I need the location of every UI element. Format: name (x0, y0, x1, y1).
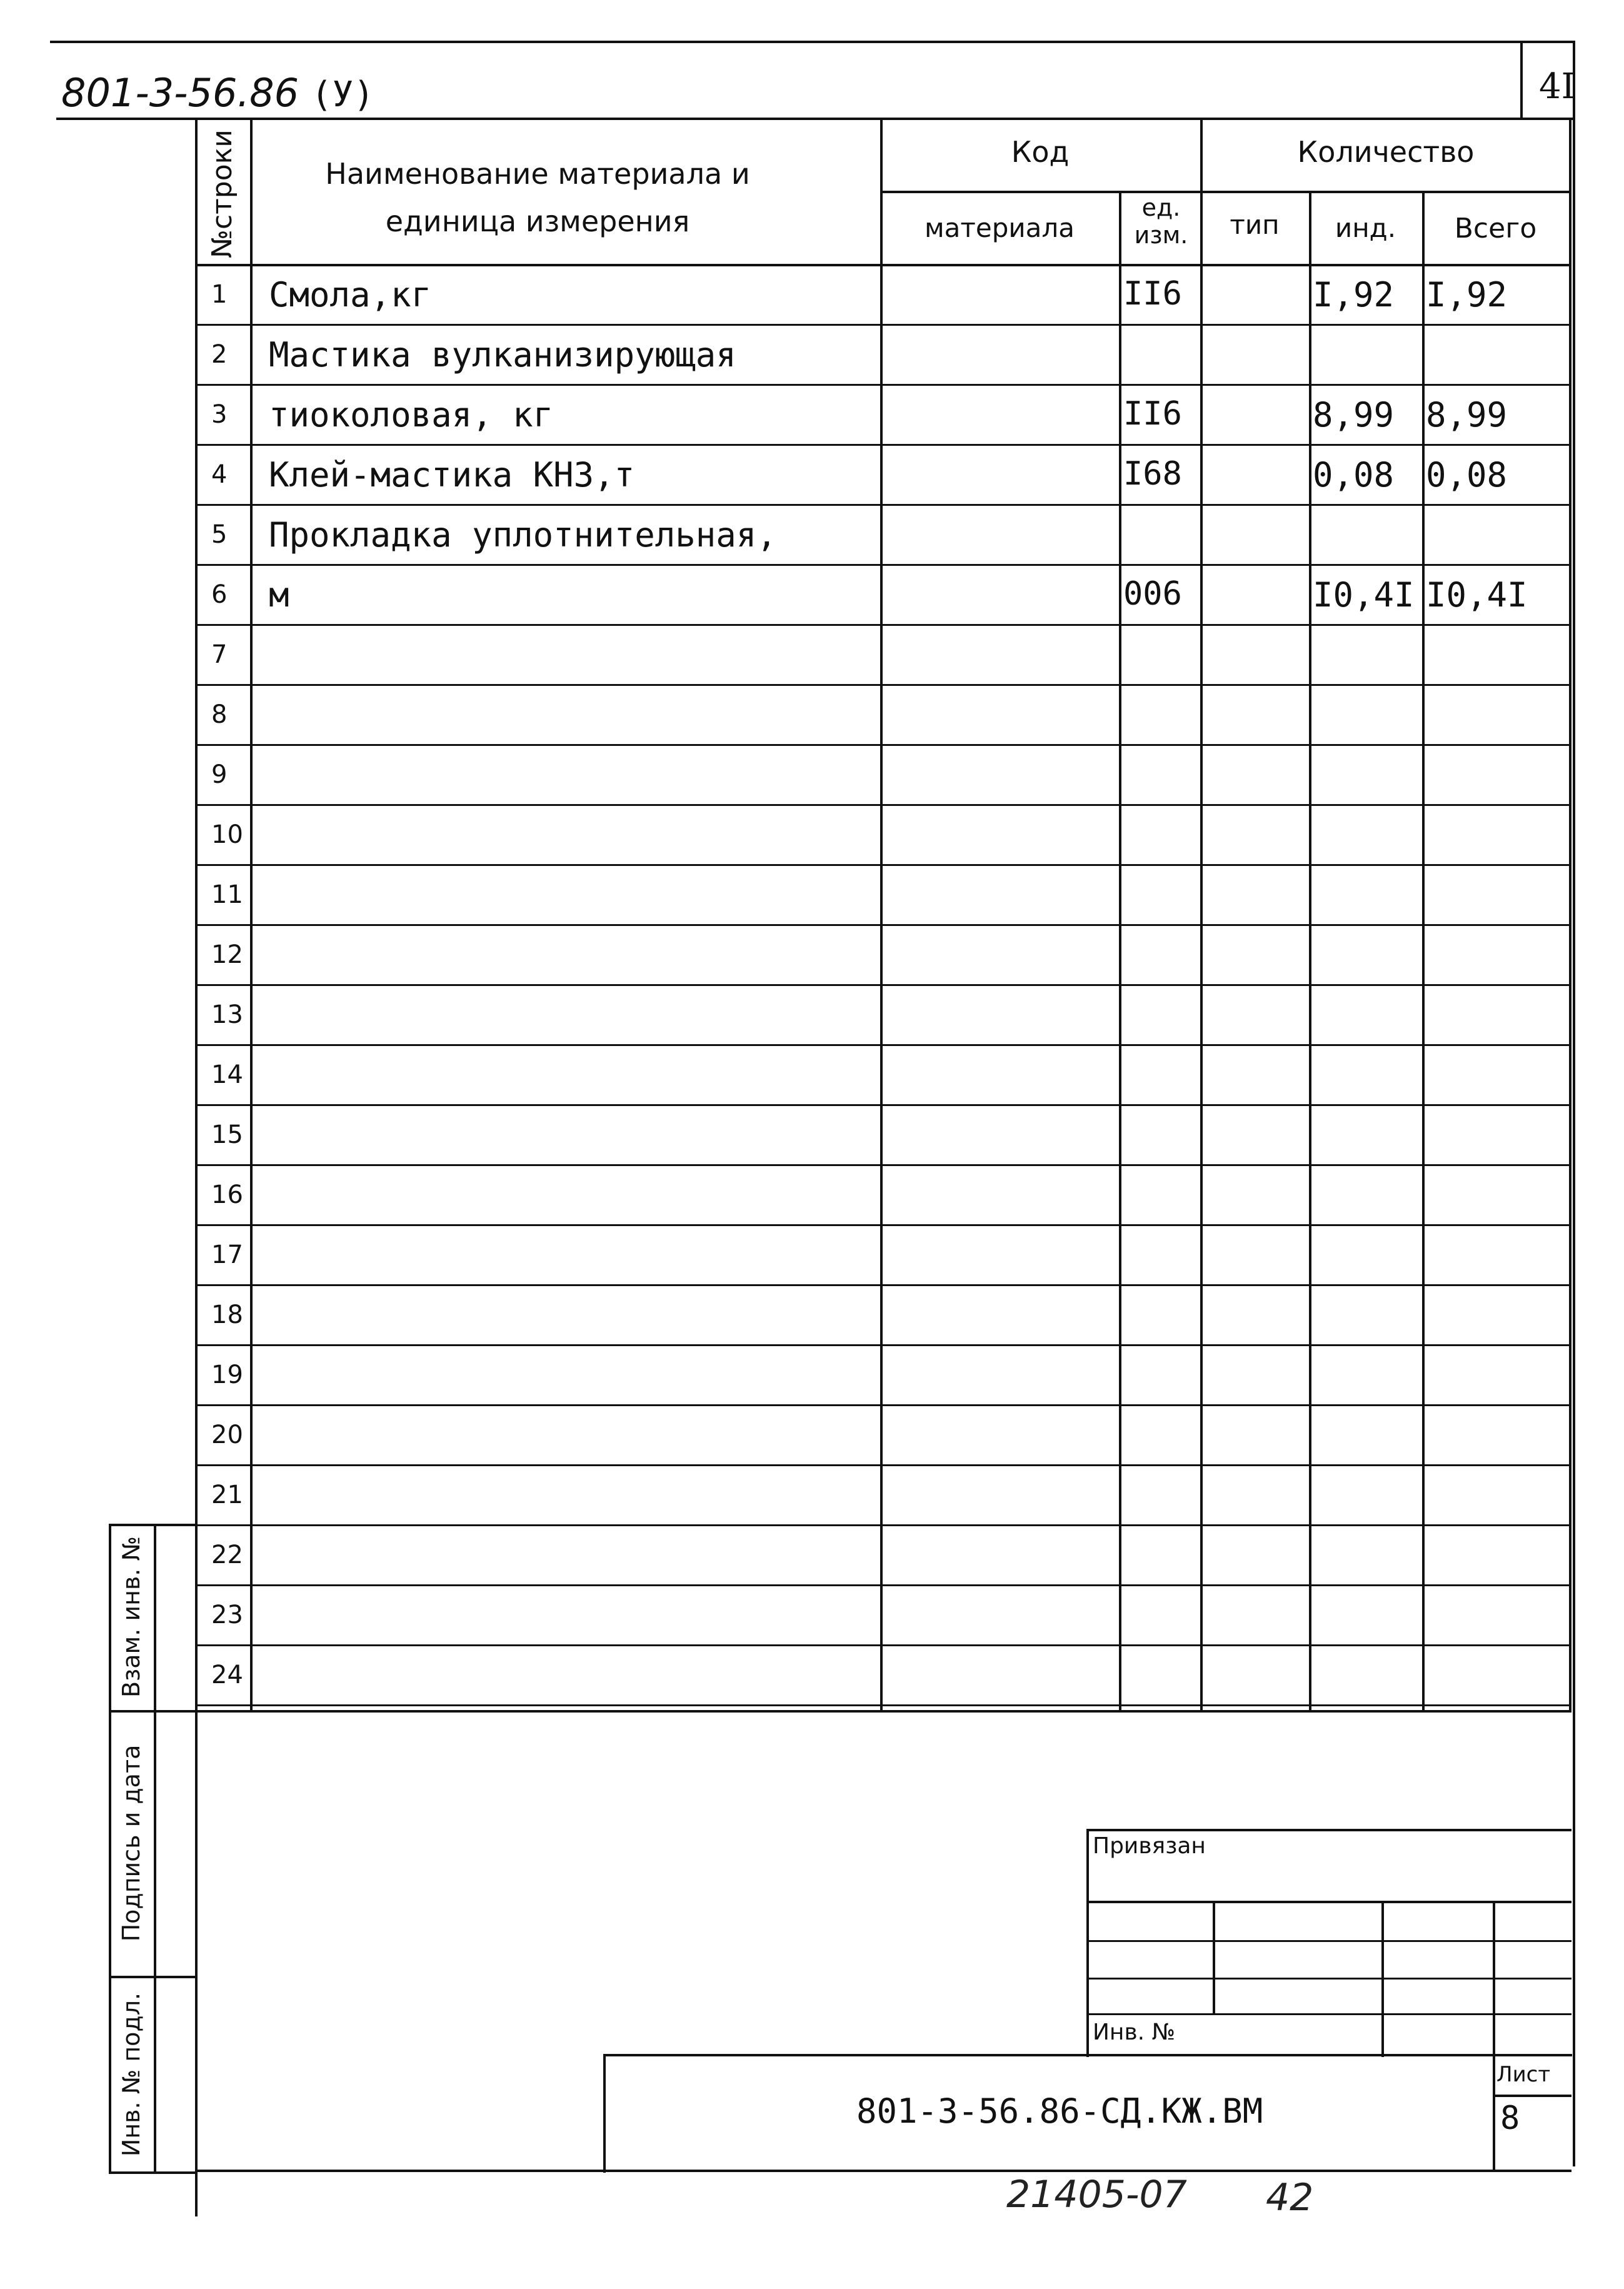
row-number: 2 (211, 340, 228, 369)
row-line (195, 1524, 1571, 1526)
cell-total: I,92 (1426, 275, 1508, 314)
row-line (195, 1284, 1571, 1286)
tb-line-4 (1086, 2013, 1571, 2015)
row-number: 5 (211, 520, 228, 549)
row-line (195, 1344, 1571, 1346)
col-divider-name (880, 119, 883, 1710)
inv-no-label: Инв. № (1093, 2020, 1176, 2045)
cell-name: Смола,кг (269, 275, 432, 314)
header-underline (56, 118, 1575, 120)
col-quantity-header: Количество (1297, 135, 1475, 169)
table-right-border (1569, 119, 1571, 1710)
col-divider-ind (1422, 191, 1425, 1710)
cell-ind: I0,4I (1313, 575, 1415, 615)
row-number: 13 (211, 1000, 243, 1029)
row-line (195, 1164, 1571, 1166)
cell-name: Клей-мастика КНЗ,т (269, 455, 635, 495)
cell-ind: 0,08 (1313, 455, 1395, 495)
tb-line-2 (1086, 1940, 1571, 1942)
row-number: 9 (211, 760, 228, 789)
document-code (61, 70, 374, 116)
row-line (195, 1704, 1571, 1706)
doc-suffix: (У) (311, 74, 374, 115)
col-divider-rowno (250, 119, 253, 1710)
table-left-border (195, 119, 198, 1710)
tb-line-3 (1086, 1978, 1571, 1980)
frame-left-lower (195, 1710, 198, 2216)
col-name-header: Наименование материала и единица измерения (325, 157, 750, 238)
designation-code: 801-3-56.86-СД.КЖ.ВМ (856, 2091, 1263, 2131)
row-number: 15 (211, 1120, 243, 1149)
col-row-no-header: №строки (206, 129, 238, 258)
row-line (195, 1584, 1571, 1586)
col-total-header: Всего (1454, 213, 1537, 244)
row-number: 11 (211, 880, 243, 909)
cell-total: 8,99 (1426, 395, 1508, 435)
stamp-bottom (109, 2171, 196, 2174)
sheet-number: 8 (1500, 2100, 1520, 2137)
cell-unit: I68 (1123, 455, 1182, 493)
frame-bottom (195, 2170, 1571, 2172)
row-line (195, 1464, 1571, 1466)
stamp-vzam-inv: Взам. инв. № (118, 1536, 145, 1698)
row-number: 21 (211, 1481, 243, 1509)
doc-code-text: 801-3-56.86 (61, 70, 299, 116)
cell-ind: 8,99 (1313, 395, 1395, 435)
tb-left (1086, 1829, 1089, 2057)
cell-unit: II6 (1123, 395, 1182, 433)
stamp-mid-border (154, 1524, 156, 2174)
tb-col-2 (1381, 1901, 1384, 2057)
row-number: 18 (211, 1300, 243, 1329)
page-number: 4I (1539, 66, 1575, 107)
row-number: 3 (211, 400, 228, 429)
col-code-header: Код (1011, 135, 1070, 169)
row-line (195, 1224, 1571, 1226)
row-line (195, 744, 1571, 746)
row-line (195, 624, 1571, 626)
col-divider-material (1119, 191, 1121, 1710)
table-bottom (195, 1710, 1571, 1713)
frame-right-line (1573, 41, 1575, 2166)
designation-top (603, 2054, 1572, 2056)
row-line (195, 804, 1571, 806)
cell-unit: 006 (1123, 575, 1182, 613)
row-line (195, 1104, 1571, 1106)
archive-number: 21405-07 (1006, 2173, 1187, 2216)
row-line (195, 384, 1571, 386)
tb-col-3 (1493, 1901, 1495, 2170)
cell-name: Прокладка уплотнительная, (269, 515, 777, 555)
row-number: 20 (211, 1421, 243, 1449)
row-line (195, 1644, 1571, 1646)
row-number: 19 (211, 1361, 243, 1389)
cell-name: Мастика вулканизирующая (269, 335, 736, 375)
stamp-left-border (109, 1524, 111, 2174)
designation-left (603, 2054, 606, 2173)
row-number: 8 (211, 700, 228, 729)
row-line (195, 984, 1571, 986)
frame-top-line (50, 41, 1575, 43)
tb-col-1 (1213, 1901, 1215, 2013)
footer-page: 42 (1266, 2176, 1314, 2220)
row-line (195, 324, 1571, 326)
stamp-podpis-data: Подпись и дата (118, 1744, 145, 1942)
row-line (195, 1044, 1571, 1046)
cell-name: м (269, 575, 289, 615)
cell-unit: II6 (1123, 275, 1182, 313)
row-number: 23 (211, 1601, 243, 1629)
row-number: 10 (211, 820, 243, 849)
row-line (195, 924, 1571, 926)
col-ind-header: инд. (1335, 213, 1396, 243)
row-number: 24 (211, 1661, 243, 1689)
privyazan-label: Привязан (1093, 1833, 1206, 1859)
row-number: 16 (211, 1180, 243, 1209)
row-line (195, 444, 1571, 446)
row-line (195, 1404, 1571, 1406)
col-unit-header: ед. изм. (1134, 194, 1188, 249)
row-number: 12 (211, 940, 243, 969)
row-line (195, 684, 1571, 686)
row-number: 17 (211, 1240, 243, 1269)
col-divider-type (1309, 191, 1311, 1710)
header-bottom (195, 264, 1571, 266)
sheet-label: Лист (1496, 2062, 1551, 2087)
cell-ind: I,92 (1313, 275, 1395, 314)
row-number: 4 (211, 460, 228, 489)
col-material-header: материала (924, 213, 1075, 243)
sheet-divider (1493, 2095, 1571, 2097)
cell-total: I0,4I (1426, 575, 1528, 615)
tb-top (1086, 1829, 1571, 1831)
page-number-divider (1520, 41, 1523, 119)
row-line (195, 864, 1571, 866)
row-number: 7 (211, 640, 228, 669)
row-line (195, 564, 1571, 566)
row-number: 1 (211, 280, 228, 309)
stamp-inv-podl: Инв. № подл. (118, 1992, 145, 2157)
tb-line-1 (1086, 1901, 1571, 1903)
col-divider-code (1200, 119, 1203, 1710)
cell-name: тиоколовая, кг (269, 395, 554, 435)
row-number: 14 (211, 1060, 243, 1089)
cell-total: 0,08 (1426, 455, 1508, 495)
col-type-header: тип (1230, 209, 1280, 240)
row-number: 22 (211, 1541, 243, 1569)
header-subdivider (880, 191, 1571, 193)
row-line (195, 504, 1571, 506)
row-number: 6 (211, 580, 228, 609)
